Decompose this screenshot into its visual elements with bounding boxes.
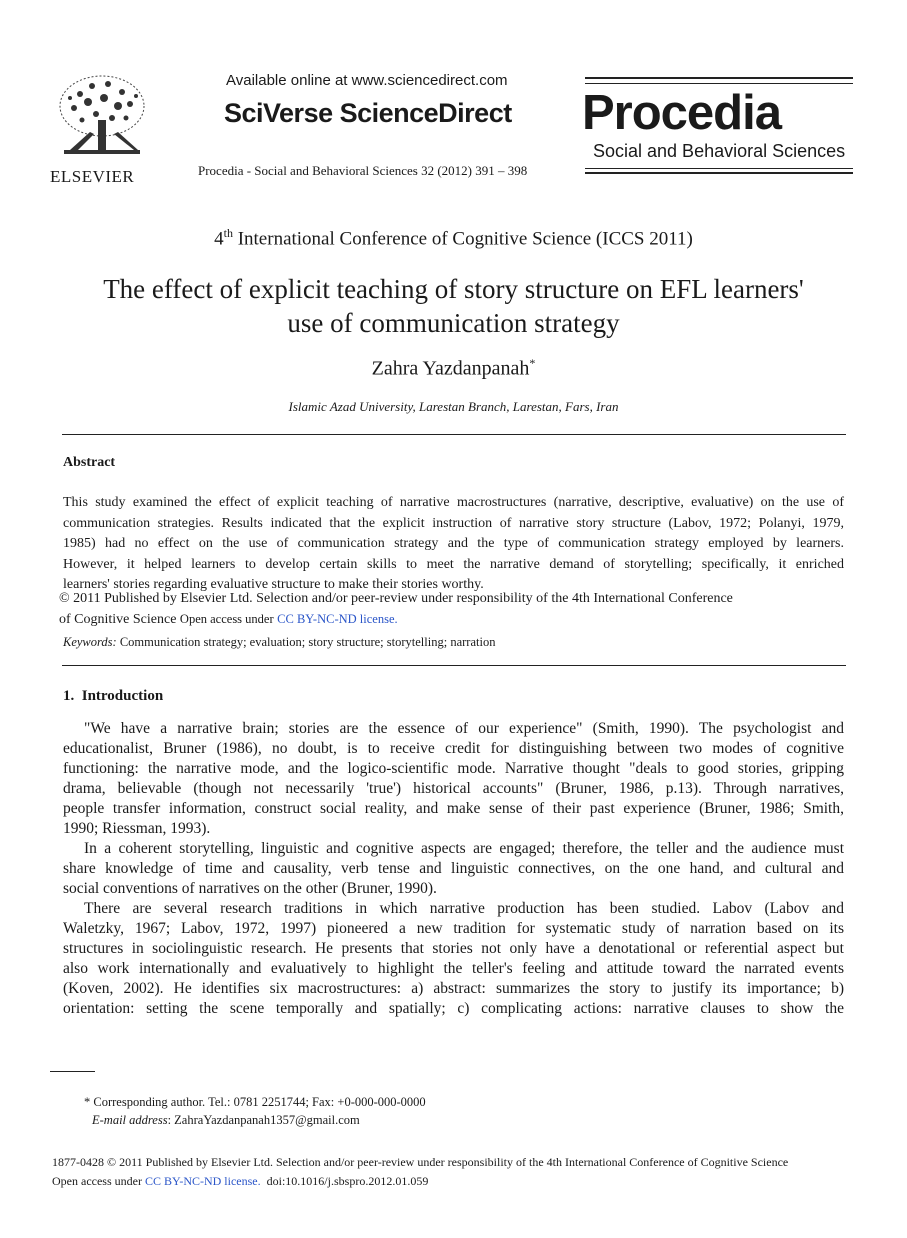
footer-line2 [52, 1172, 788, 1191]
abstract-line: communication strategies. Results indicated that the explicit instruction of narrative story structure (Labov, 1972; Polanyi, 1979, [63, 515, 844, 531]
elsevier-logo [50, 72, 155, 186]
intro-line: 1990; Riessman, 1993). [63, 820, 211, 837]
procedia-subtitle: Social and Behavioral Sciences [593, 141, 846, 161]
paper-title-line2: use of communication strategy [287, 308, 620, 338]
abstract-heading: Abstract [63, 455, 116, 470]
intro-line: functioning: the narrative mode, and the logico-scientific mode. Narrative thought "deals to good stories, gripping [63, 760, 844, 777]
copyright-line1: © 2011 Published by Elsevier Ltd. Selection and/or peer-review under responsibility of the 4th International Conference [59, 591, 733, 606]
intro-heading-number: 1. [63, 688, 75, 704]
intro-line: In a coherent storytelling, linguistic and cognitive aspects are engaged; therefore, the teller and the audience must [84, 840, 844, 857]
author-name: Zahra Yazdanpanah [371, 357, 530, 380]
author [0, 356, 907, 381]
footnote-email-label: E-mail address [92, 1113, 168, 1127]
keywords-list: Communication strategy; evaluation; story structure; storytelling; narration [116, 635, 496, 649]
intro-line: educationalist, Bruner (1986), no doubt, is to receive credit for distinguishing between two modes of cognitive [63, 740, 844, 757]
abstract-line: This study examined the effect of explicit teaching of narrative macrostructures (narrative, descriptive, evaluative) on the use of [63, 495, 844, 510]
copyright-line2-wrap [59, 609, 733, 630]
author-marker: * [529, 356, 536, 370]
abstract-copyright [59, 589, 733, 630]
footer-doi: doi:10.1016/j.sbspro.2012.01.059 [266, 1174, 429, 1188]
abstract-bottom-rule [62, 665, 846, 666]
intro-line: drama, believable (though not necessarily 'true') historical accounts" (Bruner, 1986, p.13). Through narratives, [63, 780, 844, 797]
abstract-line: However, it helped learners to develop certain skills to meet the narrative demand of storytelling; specifically, it enriched [63, 556, 844, 572]
conference-ordinal: 4 [214, 228, 224, 250]
page-footer [52, 1153, 788, 1191]
intro-line: structures in sociolinguistic research. He presents that stories not only have a denotational or referential aspect but [63, 940, 844, 957]
elsevier-wordmark: ELSEVIER [50, 167, 135, 186]
keywords [63, 635, 495, 650]
intro-line: also work internationally and evaluatively to highlight the teller's feeling and attitude toward the narrated events [63, 960, 844, 977]
footnote-rule [50, 1071, 95, 1072]
intro-line: share knowledge of time and causality, verb tense and linguistic connectives, on the one hand, and cultural and [63, 860, 844, 877]
open-access-text: Open access under [179, 612, 274, 626]
intro-line: (Koven, 2002). He identifies six macrostructures: a) abstract: summarizes the story to justify its importance; b) [63, 980, 844, 997]
journal-citation: Procedia - Social and Behavioral Sciences 32 (2012) 391 – 398 [198, 163, 528, 178]
intro-line: social conventions of narratives on the other (Bruner, 1990). [63, 880, 437, 897]
intro-line: "We have a narrative brain; stories are the essence of our experience" (Smith, 1990). The psychologist and [84, 720, 844, 737]
footnote-email: : ZahraYazdanpanah1357@gmail.com [167, 1113, 360, 1127]
paper-title-line1: The effect of explicit teaching of story structure on EFL learners' [103, 274, 804, 304]
footer-open-access: Open access under [52, 1174, 142, 1188]
conference-name [0, 226, 907, 250]
footer-copyright: 1877-0428 © 2011 Published by Elsevier Ltd. Selection and/or peer-review under responsibility of the 4th International Conference of Cognitive Science [52, 1155, 789, 1169]
abstract-line: 1985) had no effect on the use of communication strategy and the type of communication strategy employed by learners. [63, 536, 844, 551]
abstract-top-rule [62, 434, 846, 435]
intro-line: There are several research traditions in which narrative production has been studied. Labov (Labov and [84, 900, 844, 917]
elsevier-tree-icon [50, 72, 155, 160]
procedia-bottom-rule-thick [585, 172, 853, 174]
intro-heading-title: Introduction [81, 688, 164, 704]
sciverse-logo: SciVerse ScienceDirect [224, 98, 512, 128]
intro-heading [63, 688, 163, 705]
paper-title [0, 272, 907, 340]
procedia-title: Procedia [582, 86, 781, 140]
procedia-bottom-rule [585, 168, 853, 169]
abstract-line: learners' stories regarding evaluative structure to make their stories worthy. [63, 577, 484, 592]
intro-body [63, 719, 844, 1019]
conference-rest: International Conference of Cognitive Science (ICCS 2011) [232, 228, 693, 250]
footnote-corresponding: * Corresponding author. Tel.: 0781 2251744; Fax: +0-000-000-0000 [84, 1095, 426, 1109]
keywords-label: Keywords: [63, 635, 117, 649]
conference-ordinal-sup: th [223, 226, 233, 240]
footer-license-link[interactable]: CC BY-NC-ND license. [144, 1174, 261, 1188]
intro-line: orientation: setting the scene temporally and spatially; c) complicating actions: narrative clauses to show the [63, 1000, 844, 1017]
license-link[interactable]: CC BY-NC-ND license. [277, 612, 398, 626]
intro-line: people transfer information, construct social reality, and make sense of their past experience (Bruner, 1986; Smith, [63, 800, 844, 817]
affiliation: Islamic Azad University, Larestan Branch, Larestan, Fars, Iran [288, 399, 619, 414]
procedia-top-rule-thin [585, 83, 853, 84]
intro-line: Waletzky, 1967; Labov, 1972, 1997) pioneered a new tradition for systematic study of narration based on its [63, 920, 844, 937]
abstract-body [63, 493, 844, 596]
copyright-line2: of Cognitive Science [59, 612, 177, 627]
footnote-email-wrap [84, 1111, 426, 1129]
footnote [84, 1093, 426, 1129]
procedia-top-rule [585, 77, 853, 79]
available-online: Available online at www.sciencedirect.com [226, 72, 508, 89]
